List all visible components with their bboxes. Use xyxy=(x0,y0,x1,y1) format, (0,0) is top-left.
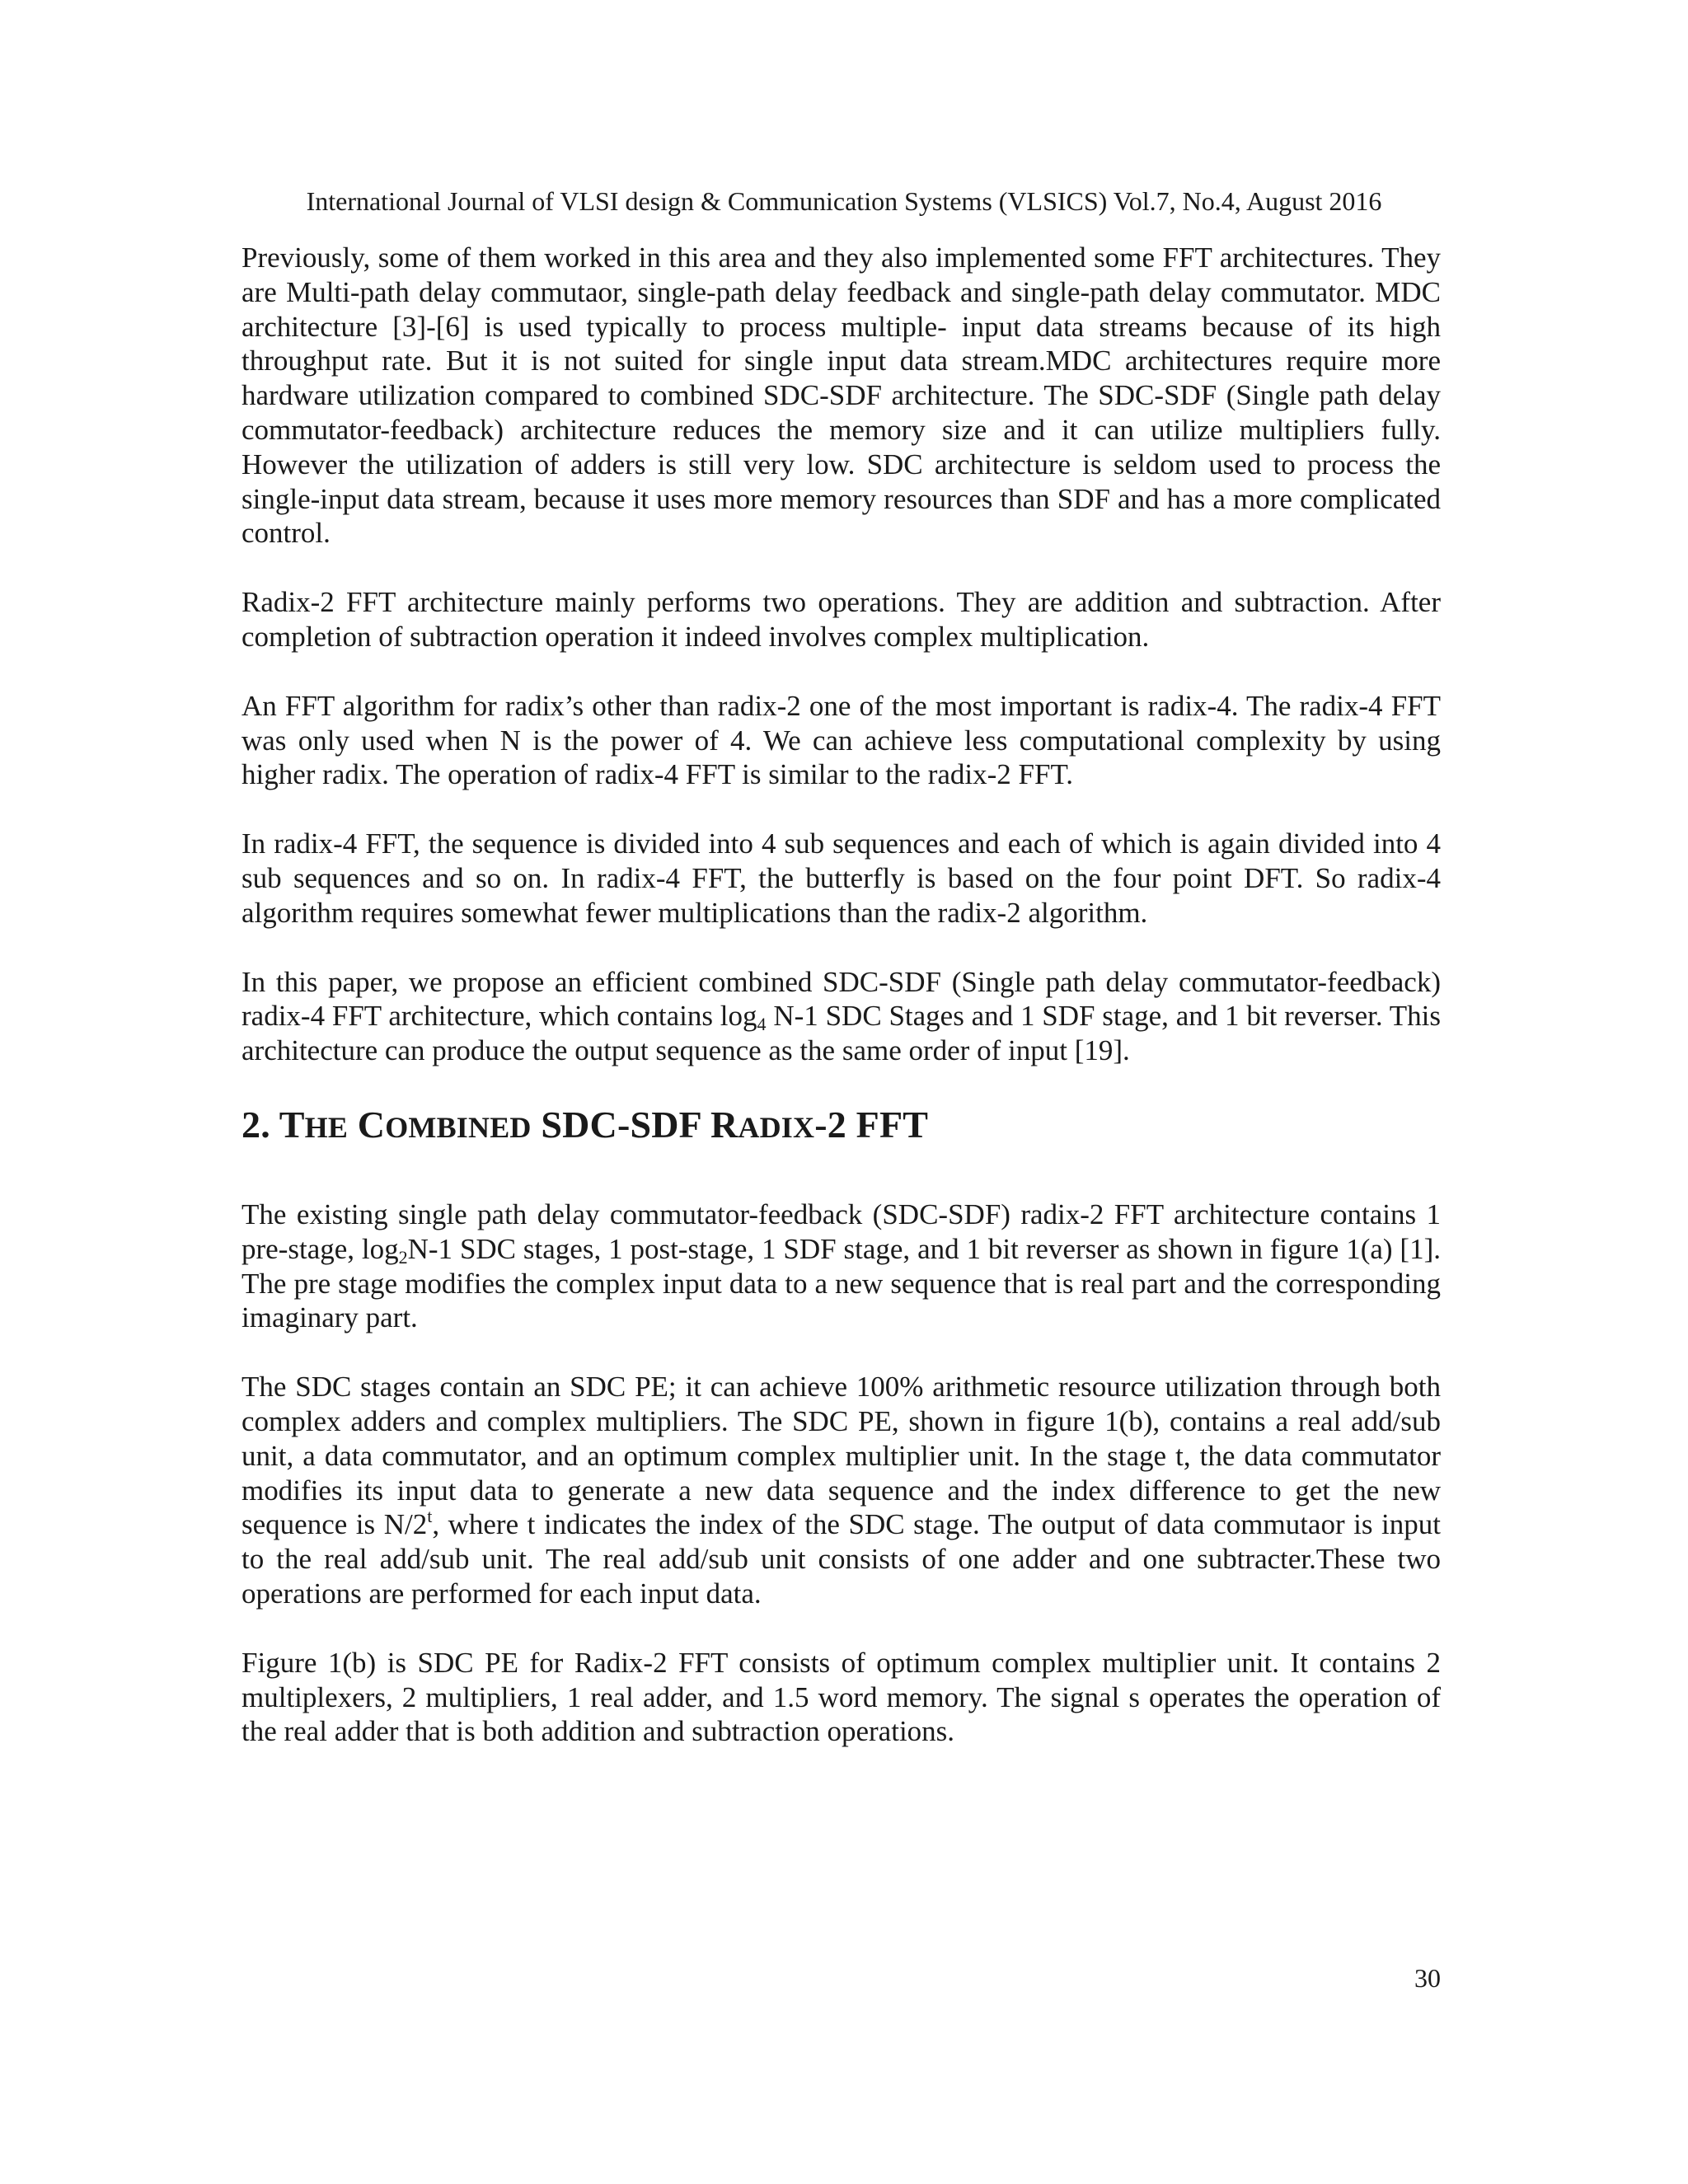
paragraph-proposal xyxy=(241,965,1441,1068)
heading-word-sdc-sdf: SDC-SDF xyxy=(541,1103,701,1146)
paragraph-sdc-part-1: The SDC stages contain an SDC PE; it can achieve 100% arithmetic resource utilization through both complex adders and complex multipliers. The SDC PE, shown in figure 1(b), contains a real add/sub unit, a data commutator, and an optimum complex multiplier unit. In the stage t, the data commutator modifies its input data to generate a new data sequence and the index difference to get the new sequence is N/2 xyxy=(241,1371,1441,1541)
log-base-subscript: 4 xyxy=(757,1014,767,1035)
paragraph-proposal-part-2: N-1 SDC Stages and 1 SDF stage, and 1 bit reverser. This architecture can produce the output sequence as the same order of input [19]. xyxy=(241,1000,1441,1067)
paragraph-sdc-part-2: , where t indicates the index of the SDC stage. The output of data commutaor is input to the real add/sub unit. The real add/sub unit consists of one adder and one subtracter.These two operations are performed for each input data. xyxy=(241,1508,1441,1610)
section-heading xyxy=(241,1103,1441,1150)
paragraph-existing-part-1: The existing single path delay commutator-feedback (SDC-SDF) radix-2 FFT architecture contains 1 pre-stage, log xyxy=(241,1197,1441,1265)
running-header: International Journal of VLSI design & Communication Systems (VLSICS) Vol.7, No.4, August 2016 xyxy=(306,186,1382,216)
body-text xyxy=(241,241,1441,1783)
page-number: 30 xyxy=(1414,1963,1441,1993)
paragraph-proposal-part-1: In this paper, we propose an efficient combined SDC-SDF (Single path delay commutator-feedback) radix-4 FFT architecture, which contains log xyxy=(241,965,1441,1033)
section-number: 2. xyxy=(241,1103,270,1146)
stage-index-superscript: t xyxy=(427,1506,433,1527)
paragraph-existing-part-2: N-1 SDC stages, 1 post-stage, 1 SDF stage, and 1 bit reverser as shown in figure 1(a) [1]. The pre stage modifies the complex input data to a new sequence that is real part and the corresponding imaginary part. xyxy=(241,1232,1441,1334)
heading-word-the: THE xyxy=(279,1103,349,1146)
heading-word-radix: RADIX-2 xyxy=(710,1103,846,1146)
paragraph-radix2-operations: Radix-2 FFT architecture mainly performs two operations. They are addition and subtraction. After completion of subtraction operation it indeed involves complex multiplication. xyxy=(241,586,1441,653)
paragraph-previous-work: Previously, some of them worked in this area and they also implemented some FFT architectures. They are Multi-path delay commutaor, single-path delay feedback and single-path delay commutator. MDC architecture [3]-[6] is used typically to process multiple- input data streams because of its high throughput rate. But it is not suited for single input data stream.MDC architectures require more hardware utilization compared to combined SDC-SDF architecture. The SDC-SDF (Single path delay commutator-feedback) architecture reduces the memory size and it can utilize multipliers fully. However the utilization of adders is still very low. SDC architecture is seldom used to process the single-input data stream, because it uses more memory resources than SDF and has a more complicated control. xyxy=(241,241,1441,550)
paragraph-radix4-butterfly: In radix-4 FFT, the sequence is divided into 4 sub sequences and each of which is again divided into 4 sub sequences and so on. In radix-4 FFT, the butterfly is based on the four point DFT. So radix-4 algorithm requires somewhat fewer multiplications than the radix-2 algorithm. xyxy=(241,827,1441,929)
log-base-subscript-2: 2 xyxy=(398,1246,408,1268)
paragraph-sdc-pe: Figure 1(b) is SDC PE for Radix-2 FFT consists of optimum complex multiplier unit. It contains 2 multiplexers, 2 multipliers, 1 real adder, and 1.5 word memory. The signal s operates the operation of the real adder that is both addition and subtraction operations. xyxy=(241,1646,1441,1748)
paragraph-sdc-stages xyxy=(241,1370,1441,1611)
paragraph-radix4-intro: An FFT algorithm for radix’s other than radix-2 one of the most important is radix-4. The radix-4 FFT was only used when N is the power of 4. We can achieve less computational complexity by using higher radix. The operation of radix-4 FFT is similar to the radix-2 FFT. xyxy=(241,689,1441,791)
heading-word-fft: FFT xyxy=(856,1103,929,1146)
heading-word-combined: COMBINED xyxy=(357,1103,532,1146)
paragraph-existing-architecture xyxy=(241,1197,1441,1335)
